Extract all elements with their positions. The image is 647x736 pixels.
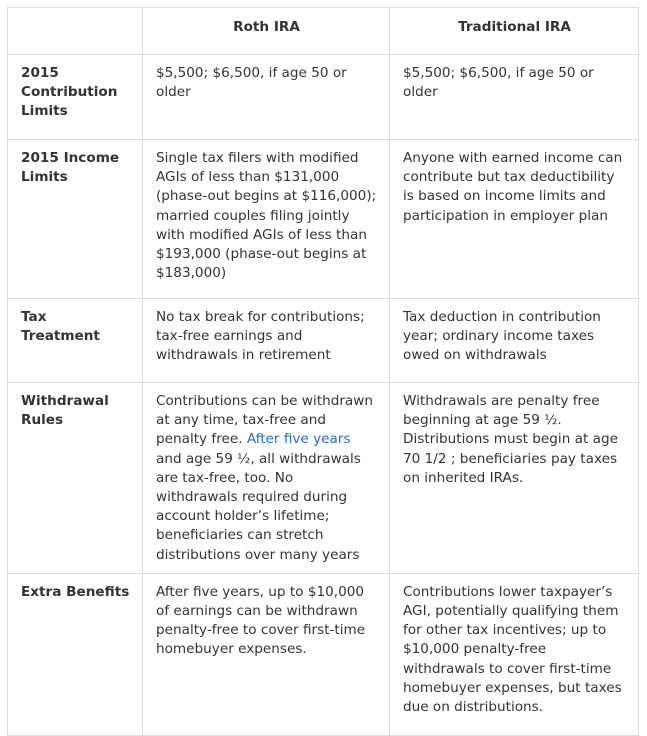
table-row-income-limits — [8, 140, 639, 299]
comparison-table-container — [7, 7, 639, 736]
header-roth-ira: Roth IRA — [143, 8, 390, 55]
after-five-years-link[interactable]: After five years — [246, 431, 351, 448]
traditional-cell: Anyone with earned income can contribute but tax deductibility is based on income limits and participation in employer plan — [390, 140, 639, 299]
row-label: Withdrawal Rules — [8, 383, 143, 574]
roth-text-after-link: and age 59 ½, all withdrawals are tax-free, too. No withdrawals required during account holder’s lifetime; beneficiaries can stretch distributions over many years — [156, 450, 361, 563]
roth-text-before-link: Contributions can be withdrawn at any time, tax-free and penalty free. — [156, 393, 373, 448]
table-row-withdrawal-rules — [8, 383, 639, 574]
table-row-extra-benefits — [8, 573, 639, 735]
traditional-cell: $5,500; $6,500, if age 50 or older — [390, 55, 639, 140]
header-blank-cell — [8, 8, 143, 55]
row-label: 2015 Contribution Limits — [8, 55, 143, 140]
roth-cell: After five years, up to $10,000 of earnings can be withdrawn penalty-free to cover first-time homebuyer expenses. — [143, 573, 390, 735]
row-label: 2015 Income Limits — [8, 140, 143, 299]
table-row-contribution-limits — [8, 55, 639, 140]
row-label: Extra Benefits — [8, 573, 143, 735]
traditional-cell: Tax deduction in contribution year; ordinary income taxes owed on withdrawals — [390, 299, 639, 383]
roth-cell: Single tax filers with modified AGIs of less than $131,000 (phase-out begins at $116,000); married couples filing jointly with modified AGIs of less than $193,000 (phase-out begins at $183,000) — [143, 140, 390, 299]
traditional-cell: Contributions lower taxpayer’s AGI, potentially qualifying them for other tax incentives; up to $10,000 penalty-free withdrawals to cover first-time homebuyer expenses, but taxes due on distributions. — [390, 573, 639, 735]
row-label: Tax Treatment — [8, 299, 143, 383]
header-row — [8, 8, 639, 55]
traditional-cell: Withdrawals are penalty free beginning at age 59 ½. Distributions must begin at age 70 1/2 ; beneficiaries pay taxes on inherited IRAs. — [390, 383, 639, 574]
roth-cell — [143, 383, 390, 574]
ira-comparison-table — [7, 7, 639, 736]
roth-cell: No tax break for contributions; tax-free earnings and withdrawals in retirement — [143, 299, 390, 383]
table-row-tax-treatment — [8, 299, 639, 383]
roth-cell: $5,500; $6,500, if age 50 or older — [143, 55, 390, 140]
header-traditional-ira: Traditional IRA — [390, 8, 639, 55]
